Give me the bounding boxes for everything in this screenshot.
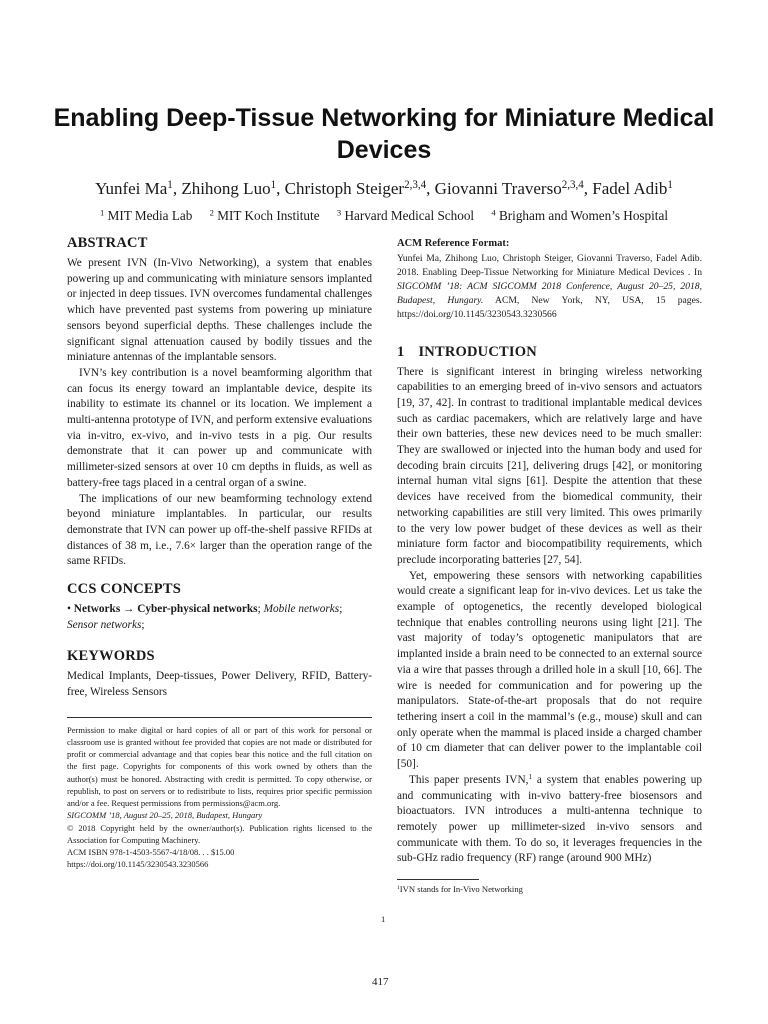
author-name: Christoph Steiger <box>284 179 405 198</box>
permission-text: Permission to make digital or hard copies of all or part of this work for personal or classroom use is granted without fee provided that copies are not made or distributed for profit or commercial advantage and that copies bear this notice and the full citation on the first page. Copyrights for components of this work owned by others than the author(s) must be honored. Abstracting with credit is permitted. To copy otherwise, or republish, to post on servers or to redistribute to lists, requires prior specific permission and/or a fee. Request permissions from permissions@acm.org. <box>67 724 372 809</box>
affiliation-list <box>40 207 728 225</box>
right-column <box>397 234 702 895</box>
affiliation: $^4$ Brigham and Women’s Hospital <box>491 207 668 223</box>
author-affil-sup: 2,3,4 <box>561 178 584 191</box>
doi-line: https://doi.org/10.1145/3230543.3230566 <box>67 859 209 870</box>
affiliation: $^2$ MIT Koch Institute <box>209 207 320 223</box>
author-name: Yunfei Ma <box>95 179 168 198</box>
introduction-paragraph: Yet, empowering these sensors with networking capabilities would create a significant leap for in-vivo devices. Let us take the example of optogenetics, the recently developed biological technique that enables controlling neurons using light [21]. The vast majority of today’s optogenetic manipulators that are implanted inside a brain need to be connected to an external source via a wire that passes through a drilled hole in a skull [10, 66]. The wire is needed for communication and for powering up the manipulators. State-of-the-art proposals that do not require tethering insert a coil in the mammal’s (e.g., mouse) skull and can only operate when the mammal is placed inside a charged chamber of 10 cm diameter that can deliver power to the implantable coil [50]. <box>397 569 702 771</box>
acm-reference-text: Yunfei Ma, Zhihong Luo, Christoph Steiger, Giovanni Traverso, Fadel Adib. 2018. Enabling Deep-Tissue Networking for Miniature Medical Devices . In SIGCOMM ’18: ACM SIGCOMM 2018 Conference, August 20–25, 2018, Budapest, Hungary. ACM, New York, NY, USA, 15 pages. https://doi.org/10.1145/3230543.3230566 <box>397 253 702 320</box>
author-affil-sup: 1 <box>667 178 673 191</box>
author-list: Yunfei Ma$^1$, Zhihong Luo$^1$, Christoph Steiger$^{2,3,4}$, Giovanni Traverso$^{2,3,4}$, Fadel Adib$^1$ <box>95 178 673 198</box>
keywords-text: Medical Implants, Deep-tissues, Power Delivery, RFID, Battery-free, Wireless Sensors <box>67 670 372 699</box>
isbn-line: ACM ISBN 978-1-4503-5567-4/18/08. . . $15.00 <box>67 846 235 857</box>
affiliation: $^3$ Harvard Medical School <box>336 207 475 223</box>
abstract-paragraph: The implications of our new beamforming technology extend beyond miniature implantables. In particular, our results demonstrate that IVN can power up off-the-shelf passive RFIDs at distances of 38 m, i.e., 7.6× larger than the operation range of the same RFIDs. <box>67 492 372 568</box>
ccs-concepts: • Networks → Cyber-physical networks; Mobile networks; Sensor networks; <box>67 603 343 631</box>
author-name: Giovanni Traverso <box>434 179 562 198</box>
author-affil-sup: 1 <box>167 178 173 191</box>
column-page-marker: 1 <box>381 914 386 924</box>
abstract-heading: ABSTRACT <box>67 235 148 251</box>
affiliation: $^1$ MIT Media Lab <box>100 207 193 223</box>
author-affil-sup: 2,3,4 <box>404 178 427 191</box>
abstract-paragraph: We present IVN (In-Vivo Networking), a system that enables powering up and communicating with miniature sensors implanted or injected in deep tissues. IVN overcomes fundamental challenges which have prevented past systems from powering up miniature sensors beyond superficial depths. These challenges include the significant signal attenuation caused by bodily tissues and the miniature antennas of the implantable sensors. <box>67 257 372 364</box>
paper-title: Enabling Deep-Tissue Networking for Miniature Medical Devices <box>53 104 715 164</box>
author-name: Fadel Adib <box>592 179 668 198</box>
introduction-paragraph: There is significant interest in bringing wireless networking capabilities to an emerging breed of in-vivo sensors and actuators [19, 37, 42]. In contrast to traditional implantable medical devices such as cardiac pacemakers, which are relatively large and have their own batteries, these new devices need to be much smaller: They are swallowed or injected into the human body and used for decoding brain circuits [21], delivering drugs [42], or monitoring internal human vital signs [61]. Despite the attention that these devices have received from the biomedical community, their networking capabilities are still very limited. This owes primarily to the very low power budget of these devices as well as their miniature form factor and biocompatibility requirements, which preclude incorporating batteries [27, 54]. <box>397 365 702 566</box>
left-column <box>67 234 372 870</box>
author-name: Zhihong Luo <box>181 179 271 198</box>
introduction-heading: 1 INTRODUCTION <box>397 343 537 360</box>
venue-line: SIGCOMM ’18, August 20–25, 2018, Budapest, Hungary <box>67 810 263 821</box>
abstract-paragraph: IVN’s key contribution is a novel beamforming algorithm that can focus its energy toward an implantable device, despite its inability to estimate its channel or its location. We implement a multi-antenna prototype of IVN, and perform extensive evaluations via in-vitro, ex-vivo, and in-vivo tests in a pig. Our results demonstrate that it can power up and communicate with millimeter-sized sensors at over 10 cm depths in fluids, as well as battery-free tags placed in a central organ of a swine. <box>67 366 372 489</box>
copyright-line: © 2018 Copyright held by the owner/author(s). Publication rights licensed to the Association for Computing Machinery. <box>67 822 372 845</box>
keywords-heading: KEYWORDS <box>67 648 155 665</box>
acm-reference-heading: ACM Reference Format: <box>397 238 510 249</box>
footnote: $^1$IVN stands for In-Vivo Networking <box>397 884 523 895</box>
footnote-rule <box>397 879 479 880</box>
page-number: 417 <box>372 976 389 988</box>
ccs-heading: CCS CONCEPTS <box>67 581 181 598</box>
author-affil-sup: 1 <box>270 178 277 191</box>
permission-block <box>67 717 372 870</box>
introduction-paragraph: This paper presents IVN,$^1$ a system that enables powering up and communicating with in-vivo battery-free biosensors and bioactuators. IVN introduces a multi-antenna technique to remotely power up millimeter-sized in-vivo sensors and communicate with them. To do so, it leverages frequencies in the sub-GHz radio frequency (RF) range (around 900 MHz) <box>397 771 702 865</box>
